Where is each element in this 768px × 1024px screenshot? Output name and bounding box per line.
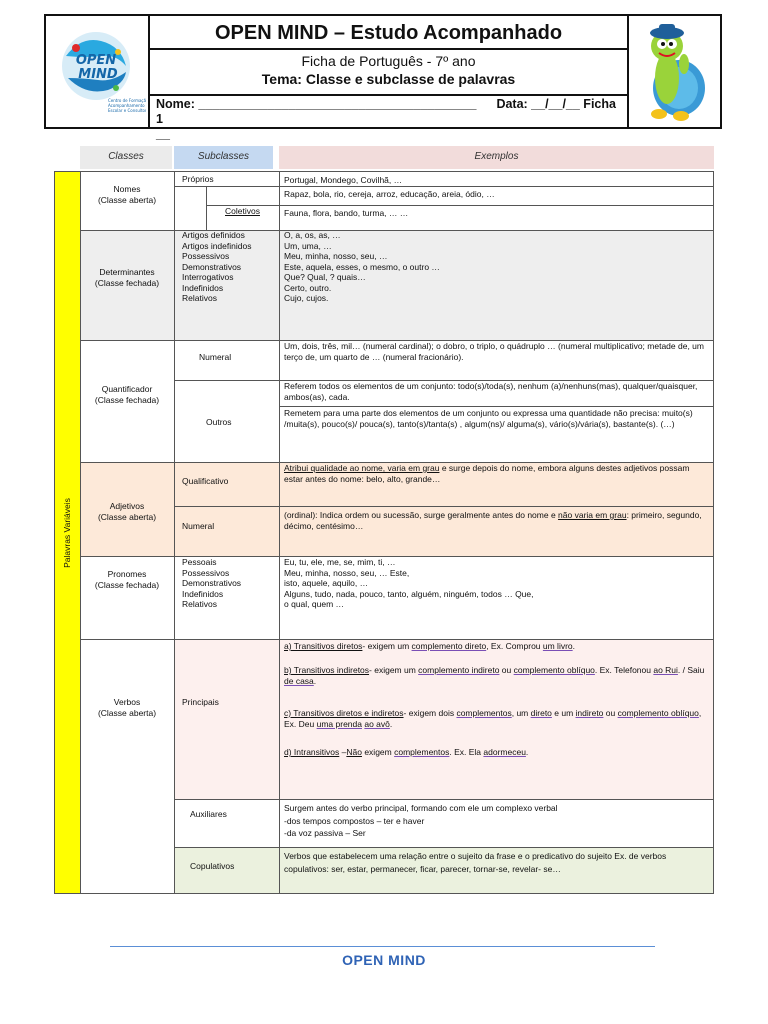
sub-auxiliares: Auxiliares bbox=[190, 809, 227, 819]
header-examples: Exemplos bbox=[279, 146, 714, 169]
svg-text:Acompanhamento: Acompanhamento bbox=[108, 103, 145, 108]
ex-comuns: Rapaz, bola, rio, cereja, arroz, educação, areia, ódio, … bbox=[284, 189, 495, 199]
page-title: OPEN MIND – Estudo Acompanhado bbox=[150, 16, 627, 50]
vertical-label: Palavras Variáveis bbox=[62, 497, 73, 568]
ex-outros-1: Referem todos os elementos de um conjunto: todo(s)/toda(s), nenhum (a)/nenhuns(mas), qualquer/quaisquer, ambos(as), cada. bbox=[284, 381, 698, 402]
theme-line: Tema: Classe e subclasse de palavras bbox=[261, 71, 516, 87]
sub-principais: Principais bbox=[182, 697, 219, 707]
word-classes-table bbox=[54, 146, 714, 893]
date-field[interactable]: Data: __/__/__ Ficha 1 bbox=[156, 97, 616, 126]
sub-qualificativo: Qualificativo bbox=[182, 476, 229, 486]
turtle-mascot-icon bbox=[629, 16, 718, 124]
ex-copulativos: Verbos que estabelecem uma relação entre o sujeito da frase e o predicativo do sujeito Ex. de verbos copulativos: ser, estar, permanecer, ficar, parecer, tornar-se, revelar- se… bbox=[284, 851, 667, 874]
name-field[interactable]: Nome: ________________________________________ bbox=[156, 97, 477, 111]
sub-outros: Outros bbox=[206, 417, 232, 427]
svg-text:Escolar e Consultoria: Escolar e Consultoria bbox=[108, 108, 146, 113]
sub-copulativos: Copulativos bbox=[190, 861, 235, 871]
sub-numeral-quant: Numeral bbox=[199, 352, 232, 362]
turtle-mascot bbox=[627, 16, 720, 127]
sub-coletivos: Coletivos bbox=[225, 206, 260, 216]
worksheet-header bbox=[44, 14, 722, 141]
ex-numeral-quant: Um, dois, três, mil… (numeral cardinal); o dobro, o triplo, o quádruplo … (numeral multiplicativo; metade de, um terço de, um quarto de … (numeral fracionário). bbox=[284, 341, 704, 362]
grade-line: Ficha de Português - 7º ano bbox=[301, 53, 476, 69]
svg-text:MIND: MIND bbox=[78, 67, 118, 82]
sub-numeral-adj: Numeral bbox=[182, 521, 215, 531]
ex-coletivos: Fauna, flora, bando, turma, … … bbox=[284, 208, 409, 218]
class-pronomes: Pronomes (Classe fechada) bbox=[94, 569, 160, 590]
ex-numeral-adj: (ordinal): Indica ordem ou sucessão, surge geralmente antes do nome e não varia em grau: primeiro, segundo, décimo, centésimo… bbox=[284, 510, 702, 531]
svg-text:OPEN: OPEN bbox=[75, 53, 117, 68]
footer-brand: OPEN MIND bbox=[342, 952, 426, 968]
sub-proprios: Próprios bbox=[182, 174, 214, 184]
footer-divider bbox=[110, 946, 655, 947]
ex-auxiliares: Surgem antes do verbo principal, formando com ele um complexo verbal -dos tempos compostos – ter e haver -da voz passiva – Ser bbox=[284, 803, 558, 838]
logo-graphic bbox=[46, 16, 146, 124]
name-field-continuation: __ bbox=[156, 127, 170, 141]
header-subclasses: Subclasses bbox=[174, 146, 273, 169]
class-quantificador: Quantificador (Classe fechada) bbox=[94, 384, 160, 405]
ex-pronomes: Eu, tu, ele, me, se, mim, ti, … Meu, minha, nosso, seu, … Este, isto, aquele, aquilo, … Alguns, tudo, nada, pouco, tanto, alguém, ninguém, todos … Que, o qual, quem … bbox=[284, 557, 534, 609]
class-nomes: Nomes (Classe aberta) bbox=[97, 184, 157, 205]
ex-determinantes: O, a, os, as, … Um, uma, … Meu, minha, nosso, seu, … Este, aquela, esses, o mesmo, o outro … Que? Qual, ? quais… Certo, outro. Cujo, cujos. bbox=[284, 230, 440, 303]
header-classes: Classes bbox=[80, 146, 172, 169]
ex-proprios: Portugal, Mondego, Covilhã, … bbox=[284, 175, 403, 185]
ex-transitivos-diretos-indiretos: c) Transitivos diretos e indiretos- exigem dois complementos, um direto e um indireto ou complemento oblíquo, Ex. Deu uma prenda ao avô. bbox=[284, 708, 702, 729]
ex-qualificativo: Atribui qualidade ao nome, varia em grau e surge depois do nome, embora alguns destes adjetivos possam estar antes do nome: belo, alto, grande… bbox=[284, 463, 690, 484]
class-verbos: Verbos (Classe aberta) bbox=[97, 697, 157, 718]
ex-transitivos-indiretos: b) Transitivos indiretos- exigem um complemento indireto ou complemento oblíquo. Ex. Telefonou ao Rui. / Saiu de casa. bbox=[284, 665, 705, 686]
sub-determinantes: Artigos definidos Artigos indefinidos Possessivos Demonstrativos Interrogativos Indefinidos Relativos bbox=[182, 230, 252, 303]
ex-intransitivos: d) Intransitivos –Não exigem complementos. Ex. Ela adormeceu. bbox=[284, 747, 529, 757]
class-determinantes: Determinantes (Classe fechada) bbox=[94, 267, 160, 288]
open-mind-logo bbox=[46, 16, 150, 127]
sub-pronomes: Pessoais Possessivos Demonstrativos Indefinidos Relativos bbox=[182, 557, 242, 609]
ex-outros-2: Remetem para uma parte dos elementos de um conjunto ou expressa uma quantidade não precisa: muito(s) /muita(s), pouco(s)/ pouca(s), tanto(s)/tanta(s) , algum(ns)/ alguma(s), vário(s)/vária(s), bastante(s). (…) bbox=[284, 408, 693, 429]
class-adjetivos: Adjetivos (Classe aberta) bbox=[97, 501, 157, 522]
worksheet-subtitle bbox=[150, 50, 627, 96]
ex-transitivos-diretos: a) Transitivos diretos- exigem um complemento direto, Ex. Comprou um livro. bbox=[284, 641, 576, 651]
name-date-line bbox=[156, 97, 626, 142]
svg-text:Centro de Formação,: Centro de Formação, bbox=[108, 98, 146, 103]
